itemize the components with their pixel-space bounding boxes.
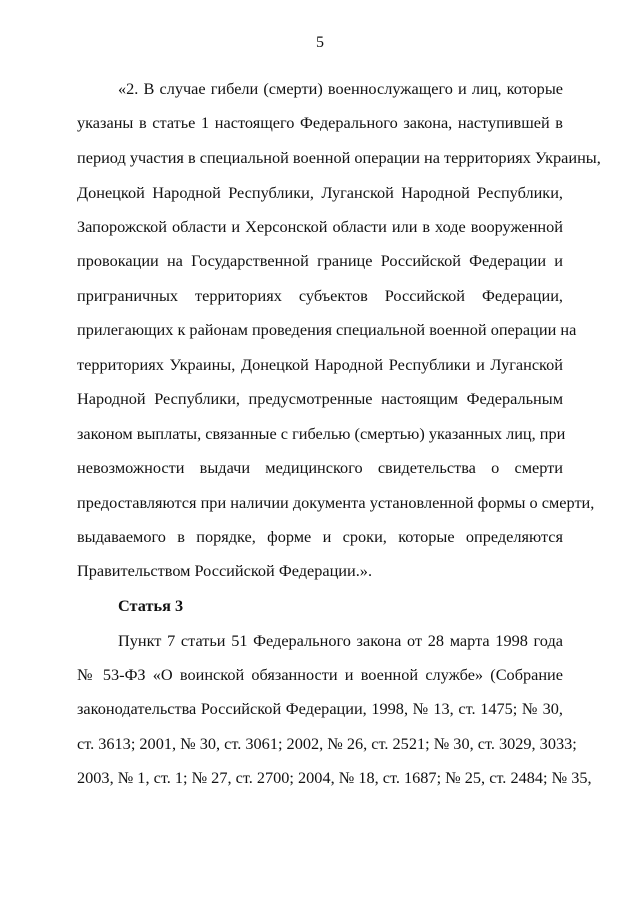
article-line: № 53-ФЗ «О воинской обязанности и военной службе» (Собрание [77, 665, 563, 684]
paragraph-line: провокации на Государственной границе Российской Федерации и [77, 251, 563, 270]
page-number: 5 [316, 34, 324, 51]
paragraph-line: Донецкой Народной Республики, Луганской Народной Республики, [77, 183, 563, 202]
paragraph-line: невозможности выдачи медицинского свидетельства о смерти [77, 458, 563, 477]
paragraph-line: приграничных территориях субъектов Российской Федерации, [77, 286, 563, 305]
paragraph-line: выдаваемого в порядке, форме и сроки, которые определяются [77, 527, 563, 546]
article-heading: Статья 3 [118, 596, 184, 615]
paragraph-line: предоставляются при наличии документа установленной формы о смерти, [77, 493, 595, 512]
paragraph-line: Запорожской области и Херсонской области или в ходе вооруженной [77, 217, 563, 236]
paragraph-line: Правительством Российской Федерации.». [77, 561, 373, 580]
article-line: законодательства Российской Федерации, 1998, № 13, ст. 1475; № 30, [77, 699, 563, 718]
article-line: 2003, № 1, ст. 1; № 27, ст. 2700; 2004, № 18, ст. 1687; № 25, ст. 2484; № 35, [77, 768, 592, 787]
paragraph-line: указаны в статье 1 настоящего Федерального закона, наступившей в [77, 113, 563, 132]
paragraph-line: законом выплаты, связанные с гибелью (смертью) указанных лиц, при [77, 424, 566, 443]
paragraph-line: прилегающих к районам проведения специальной военной операции на [77, 320, 577, 339]
paragraph-line: период участия в специальной военной операции на территориях Украины, [77, 148, 601, 167]
paragraph-line: «2. В случае гибели (смерти) военнослужащего и лиц, которые [118, 79, 563, 98]
paragraph-line: территориях Украины, Донецкой Народной Республики и Луганской [77, 355, 563, 374]
article-line: ст. 3613; 2001, № 30, ст. 3061; 2002, № 26, ст. 2521; № 30, ст. 3029, 3033; [77, 734, 577, 753]
article-line: Пункт 7 статьи 51 Федерального закона от 28 марта 1998 года [118, 631, 563, 650]
paragraph-line: Народной Республики, предусмотренные настоящим Федеральным [77, 389, 563, 408]
